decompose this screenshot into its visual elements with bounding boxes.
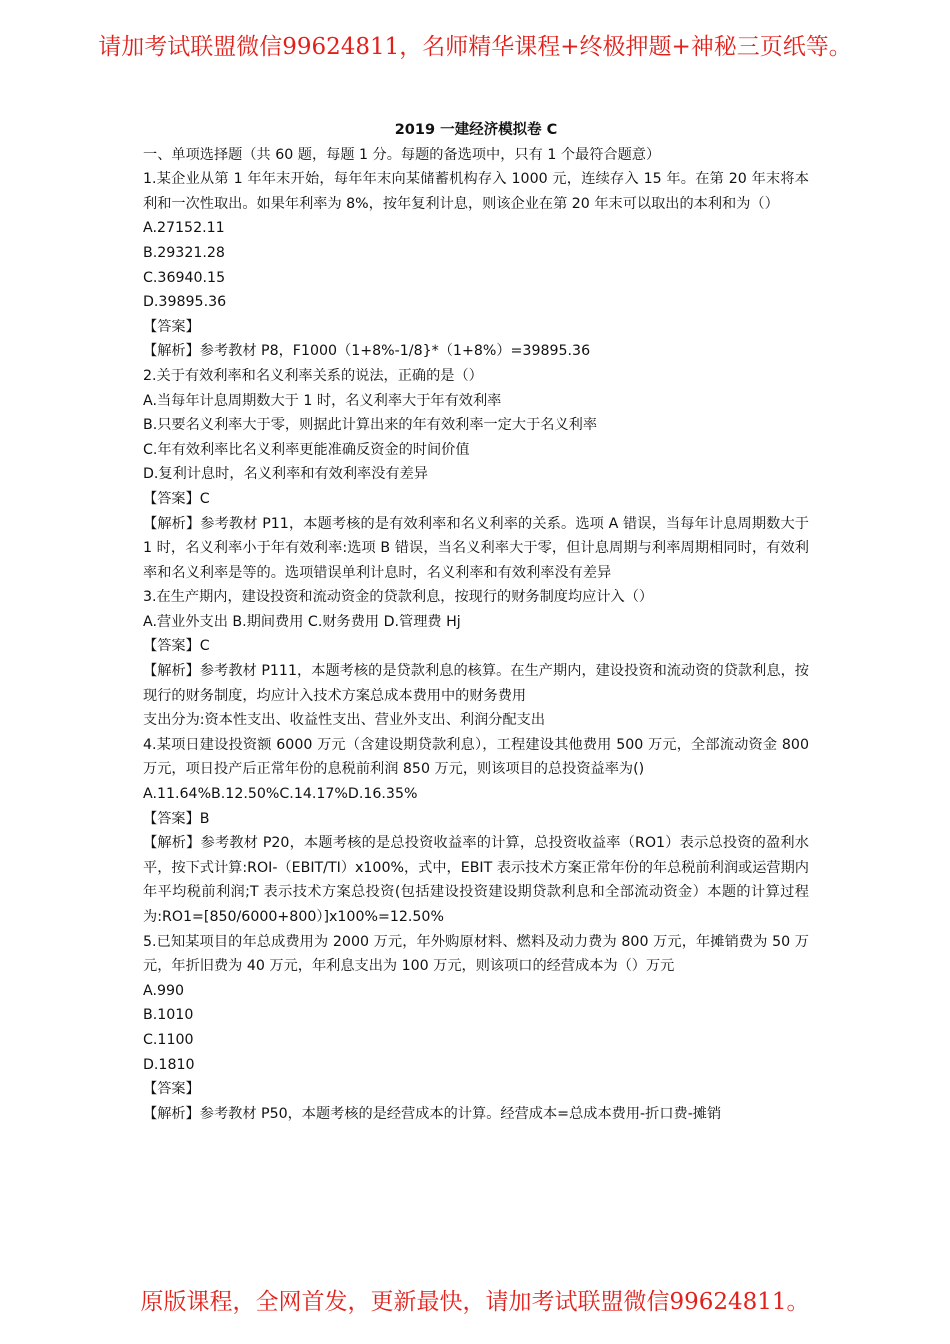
question-5-option-c: C.1100 [143,1031,194,1048]
question-1-option-a: A.27152.11 [143,220,225,237]
question-1-analysis: 【解析】参考教材 P8，F1000（1+8%-1/8}*（1+8%）=39895.36 [143,343,591,360]
question-4-options: A.11.64%B.12.50%C.14.17%D.16.35% [143,786,418,803]
question-5-analysis: 【解析】参考教材 P50，本题考核的是经营成本的计算。经营成本=总成本费用-折口费-摊销 [143,1105,722,1122]
question-5-answer: 【答案】 [143,1081,200,1098]
question-1-answer: 【答案】 [143,318,200,335]
question-5-option-a: A.990 [143,982,185,999]
question-3-options: A.营业外支出 B.期间费用 C.财务费用 D.管理费 Hj [143,613,461,630]
question-2-option-d: D.复利计息时，名义利率和有效利率没有差异 [143,466,428,483]
question-1-stem: 1.某企业从第 1 年年末开始，每年年末向某储蓄机构存入 1000 元，连续存入 15 年。在第 20 年末将本利和一次性取出。如果年利率为 8%，按年复利计息，则该企业在第 20 年末可以取出的本利和为（） [143,171,809,212]
question-5-option-d: D.1810 [143,1056,195,1073]
question-2-option-a: A.当每年计息周期数大于 1 时，名义利率大于年有效利率 [143,392,502,409]
question-5-stem: 5.已知某项目的年总成费用为 2000 万元，年外购原材料、燃料及动力费为 800 万元，年摊销费为 50 万元，年折旧费为 40 万元，年利息支出为 100 万元，则该项口的经营成本为（）万元 [143,933,809,975]
header-banner: 请加考试联盟微信99624811，名师精华课程+终极押题+神秘三页纸等。 [98,34,852,60]
question-2-stem: 2.关于有效利率和名义利率关系的说法，正确的是（） [143,367,483,384]
question-3-analysis: 【解析】参考教材 P111，本题考核的是贷款利息的核算。在生产期内，建设投资和流动资的贷款利息，按现行的财务制度，均应计入技术方案总成本费用中的财务费用 [143,663,809,704]
question-3-answer: 【答案】C [143,638,210,655]
question-3-extra: 支出分为:资本性支出、收益性支出、营业外支出、利润分配支出 [143,712,546,729]
question-4-analysis: 【解析】参考教材 P20，本题考核的是总投资收益率的计算，总投资收益率（RO1）表示总投资的盈利水平，按下式计算:ROI-（EBIT/TI）x100%，式中，EBIT 表示技术方案正常年份的年总税前利润或运营期内年平均税前利润;T 表示技术方案总投资(包括建设投资建设期贷款利息和全部流动资金）本题的计算过程为:RO1=[850/6000+800）]x100%=12.50% [143,835,809,925]
document-title: 2019 一建经济模拟卷 C [394,122,558,138]
question-5-option-b: B.1010 [143,1007,194,1024]
question-4-answer: 【答案】B [143,810,210,827]
section-heading: 一、单项选择题（共 60 题，每题 1 分。每题的备选项中，只有 1 个最符合题意） [143,146,661,163]
question-1-option-b: B.29321.28 [143,244,225,261]
question-2-analysis: 【解析】参考教材 P11，本题考核的是有效利率和名义利率的关系。选项 A 错误，当每年计息周期数大于 1 时，名义利率小于年有效利率:选项 B 错误，当名义利率大于零，但计息周期与利率周期相同时，有效利率和名义利率是等的。选项错误单利计息时，名义利率和有效利率没有差异 [143,515,809,581]
question-4-stem: 4.某项日建设投资额 6000 万元（含建设期贷款利息），工程建设其他费用 500 万元，全部流动资金 800 万元，项日投产后正常年份的息税前利润 850 万元，则该项目的总投资益率为() [143,736,809,778]
question-1-option-d: D.39895.36 [143,294,227,311]
question-2-option-c: C.年有效利率比名义利率更能准确反资金的时间价值 [143,441,470,458]
question-2-answer: 【答案】C [143,490,210,507]
question-2-option-b: B.只要名义利率大于零，则据此计算出来的年有效利率一定大于名义利率 [143,417,598,434]
document-body [143,118,809,1126]
question-3-stem: 3.在生产期内，建设投资和流动资金的贷款利息，按现行的财务制度均应计入（） [143,589,654,606]
footer-banner: 原版课程，全网首发，更新最快，请加考试联盟微信99624811。 [140,1289,810,1315]
question-1-option-c: C.36940.15 [143,269,226,286]
